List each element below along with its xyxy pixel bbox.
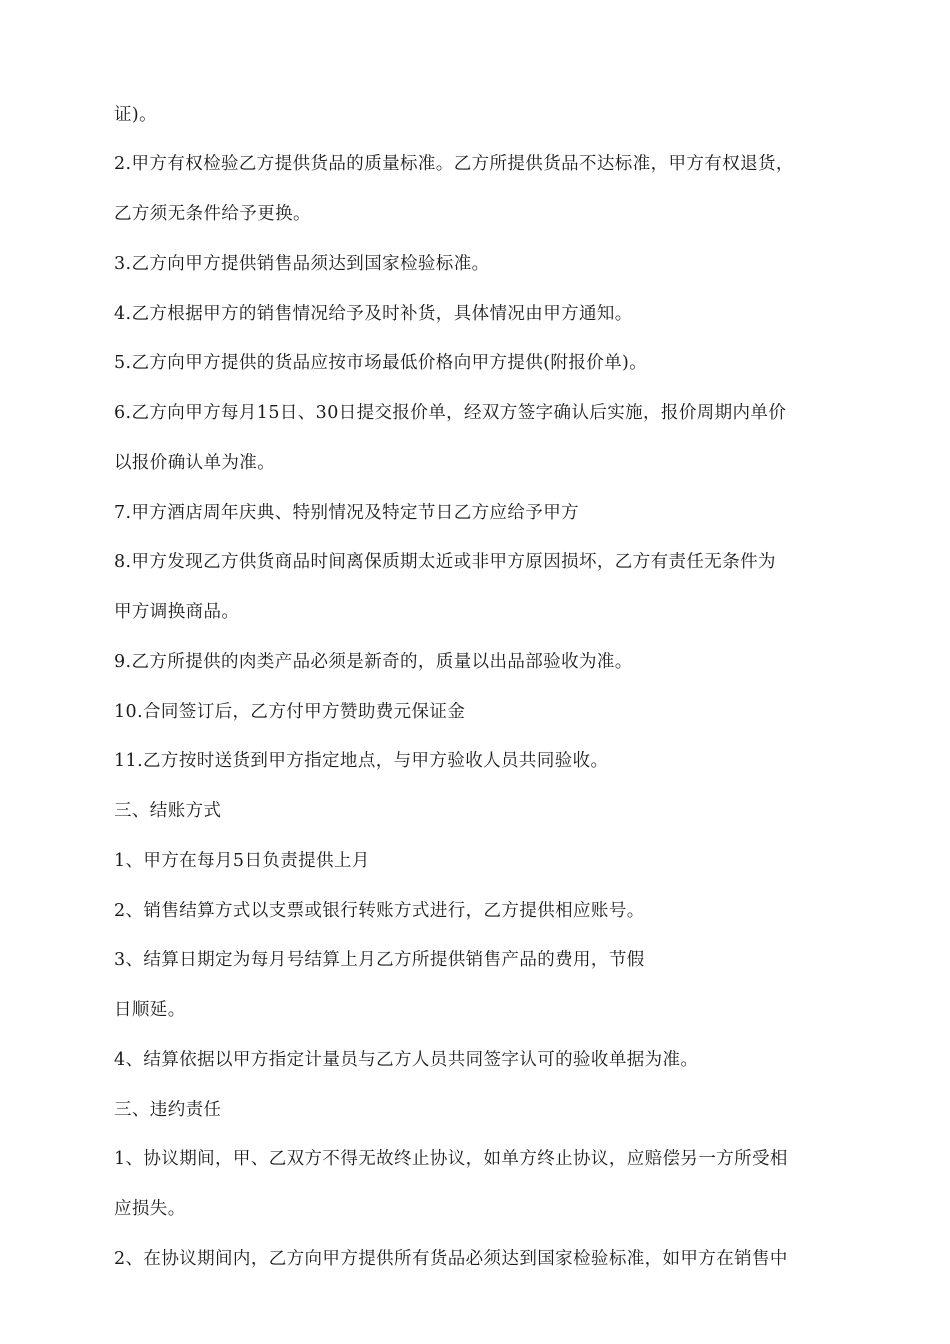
- section-heading: 三、结账方式: [114, 801, 222, 821]
- text-line: 3、结算日期定为每月号结算上月乙方所提供销售产品的费用，节假: [114, 950, 645, 970]
- text-line: 10.合同签订后，乙方付甲方赞助费元保证金: [114, 702, 466, 722]
- text-line: 日顺延。: [114, 1000, 186, 1020]
- text-line: 8.甲方发现乙方供货商品时间离保质期太近或非甲方原因损坏，乙方有责任无条件为: [114, 552, 776, 572]
- text-line: 应损失。: [114, 1199, 186, 1219]
- text-line: 1、甲方在每月5日负责提供上月: [114, 851, 370, 871]
- text-line: 3.乙方向甲方提供销售品须达到国家检验标准。: [114, 254, 490, 274]
- text-line: 1、协议期间，甲、乙双方不得无故终止协议，如单方终止协议，应赔偿另一方所受相: [114, 1149, 788, 1169]
- text-line: 7.甲方酒店周年庆典、特别情况及特定节日乙方应给予甲方: [114, 503, 579, 523]
- text-line: 2、销售结算方式以支票或银行转账方式进行，乙方提供相应账号。: [114, 901, 645, 921]
- text-line: 11.乙方按时送货到甲方指定地点，与甲方验收人员共同验收。: [114, 751, 609, 771]
- text-line: 以报价确认单为准。: [114, 453, 276, 473]
- text-line: 4、结算依据以甲方指定计量员与乙方人员共同签字认可的验收单据为准。: [114, 1050, 699, 1070]
- text-line: 证)。: [114, 105, 158, 125]
- text-line: 6.乙方向甲方每月15日、30日提交报价单，经双方签字确认后实施，报价周期内单价: [114, 403, 787, 423]
- text-line: 甲方调换商品。: [114, 602, 240, 622]
- text-line: 5.乙方向甲方提供的货品应按市场最低价格向甲方提供(附报价单)。: [114, 353, 648, 373]
- text-line: 4.乙方根据甲方的销售情况给予及时补货，具体情况由甲方通知。: [114, 304, 633, 324]
- section-heading: 三、违约责任: [114, 1100, 222, 1120]
- text-line: 9.乙方所提供的肉类产品必须是新奇的，质量以出品部验收为准。: [114, 652, 633, 672]
- text-line: 乙方须无条件给予更换。: [114, 204, 311, 224]
- text-line: 2、在协议期间内，乙方向甲方提供所有货品必须达到国家检验标准，如甲方在销售中: [114, 1249, 788, 1269]
- text-line: 2.甲方有权检验乙方提供货品的质量标准。乙方所提供货品不达标准，甲方有权退货，: [114, 154, 794, 174]
